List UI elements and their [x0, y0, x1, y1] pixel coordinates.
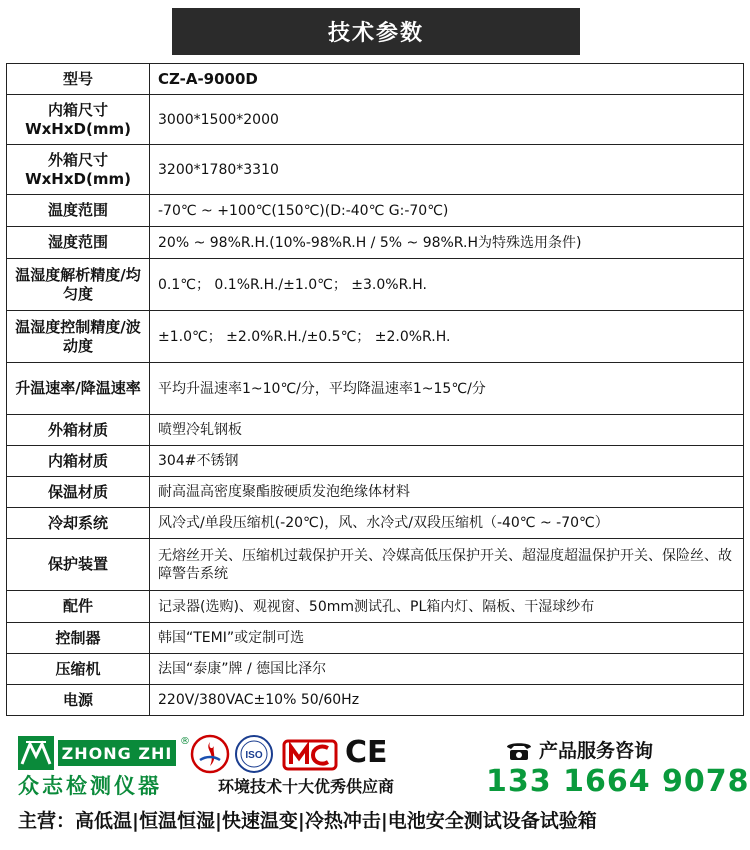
- spec-value: 平均升温速率1~10℃/分，平均降温速率1~15℃/分: [150, 363, 744, 415]
- spec-value: 220V/380VAC±10% 50/60Hz: [150, 685, 744, 716]
- phone-number: 133 1664 9078: [486, 764, 750, 799]
- spec-value: 20% ~ 98%R.H.(10%-98%R.H / 5% ~ 98%R.H为特殊选用条件): [150, 227, 744, 259]
- spec-value: 304#不锈钢: [150, 446, 744, 477]
- logo-wordmark: ZHONG ZHI: [58, 740, 176, 766]
- iso-label: ISO: [245, 750, 263, 761]
- spec-key: 配件: [7, 591, 150, 623]
- spec-value: 风冷式/单段压缩机(-20℃)，风、水冷式/双段压缩机（-40℃ ~ -70℃）: [150, 508, 744, 539]
- spec-key: 升温速率/降温速率: [7, 363, 150, 415]
- cmc-mark-icon: [282, 738, 338, 772]
- spec-value: 法国“泰康”牌 / 德国比泽尔: [150, 654, 744, 685]
- main-business-line: 主营：高低温|恒温恒湿|快速温变|冷热冲击|电池安全测试设备试验箱: [18, 810, 597, 832]
- spec-key: 外箱尺寸 WxHxD(mm): [7, 145, 150, 195]
- table-row: [7, 685, 744, 716]
- table-row: [7, 477, 744, 508]
- table-row: [7, 508, 744, 539]
- certification-emblem-icon: [190, 734, 230, 774]
- page-title: 技术参数: [172, 8, 580, 55]
- registered-mark: ®: [180, 736, 190, 747]
- table-row: [7, 195, 744, 227]
- spec-table: [6, 63, 744, 716]
- table-row: [7, 623, 744, 654]
- table-row: [7, 311, 744, 363]
- footer-banner: [0, 730, 750, 850]
- table-row: [7, 145, 744, 195]
- spec-key: 冷却系统: [7, 508, 150, 539]
- spec-value: 韩国“TEMI”或定制可选: [150, 623, 744, 654]
- spec-key: 温度范围: [7, 195, 150, 227]
- spec-value: 耐高温高密度聚酯胺硬质发泡绝缘体材料: [150, 477, 744, 508]
- table-row: [7, 415, 744, 446]
- supplier-tagline: 环境技术十大优秀供应商: [218, 777, 395, 796]
- table-row: [7, 446, 744, 477]
- ce-mark-icon: CE: [345, 735, 388, 770]
- spec-value: CZ-A-9000D: [150, 64, 744, 95]
- spec-key: 内箱材质: [7, 446, 150, 477]
- spec-value: 3200*1780*3310: [150, 145, 744, 195]
- spec-value: 喷塑冷轧钢板: [150, 415, 744, 446]
- spec-value: 3000*1500*2000: [150, 95, 744, 145]
- table-row: [7, 654, 744, 685]
- spec-value: 0.1℃； 0.1%R.H./±1.0℃； ±3.0%R.H.: [150, 259, 744, 311]
- table-row: [7, 259, 744, 311]
- table-row: [7, 363, 744, 415]
- spec-key: 湿度范围: [7, 227, 150, 259]
- spec-value: 记录器(选购)、观视窗、50mm测试孔、PL箱内灯、隔板、干湿球纱布: [150, 591, 744, 623]
- spec-key: 压缩机: [7, 654, 150, 685]
- table-row: [7, 539, 744, 591]
- spec-value: ±1.0℃； ±2.0%R.H./±0.5℃； ±2.0%R.H.: [150, 311, 744, 363]
- spec-key: 电源: [7, 685, 150, 716]
- company-logo: [18, 736, 178, 770]
- spec-key: 保护装置: [7, 539, 150, 591]
- table-row: [7, 227, 744, 259]
- telephone-icon: [505, 739, 533, 761]
- spec-value: -70℃ ~ +100℃(150℃)(D:-40℃ G:-70℃): [150, 195, 744, 227]
- consult-label: 产品服务咨询: [539, 740, 654, 762]
- spec-value: 无熔丝开关、压缩机过载保护开关、冷媒高低压保护开关、超湿度超温保护开关、保险丝、故障警告系统: [150, 539, 744, 591]
- table-row: [7, 64, 744, 95]
- spec-key: 控制器: [7, 623, 150, 654]
- table-row: [7, 95, 744, 145]
- spec-key: 内箱尺寸 WxHxD(mm): [7, 95, 150, 145]
- spec-key: 温湿度解析精度/均匀度: [7, 259, 150, 311]
- spec-key: 保温材质: [7, 477, 150, 508]
- spec-key: 型号: [7, 64, 150, 95]
- table-row: [7, 591, 744, 623]
- iso-certification-icon: [234, 734, 274, 774]
- spec-key: 外箱材质: [7, 415, 150, 446]
- spec-key: 温湿度控制精度/波动度: [7, 311, 150, 363]
- service-consult: [505, 736, 653, 763]
- brand-name-cn: 众志检测仪器: [18, 774, 162, 798]
- zhongzhi-logo-icon: [18, 736, 54, 770]
